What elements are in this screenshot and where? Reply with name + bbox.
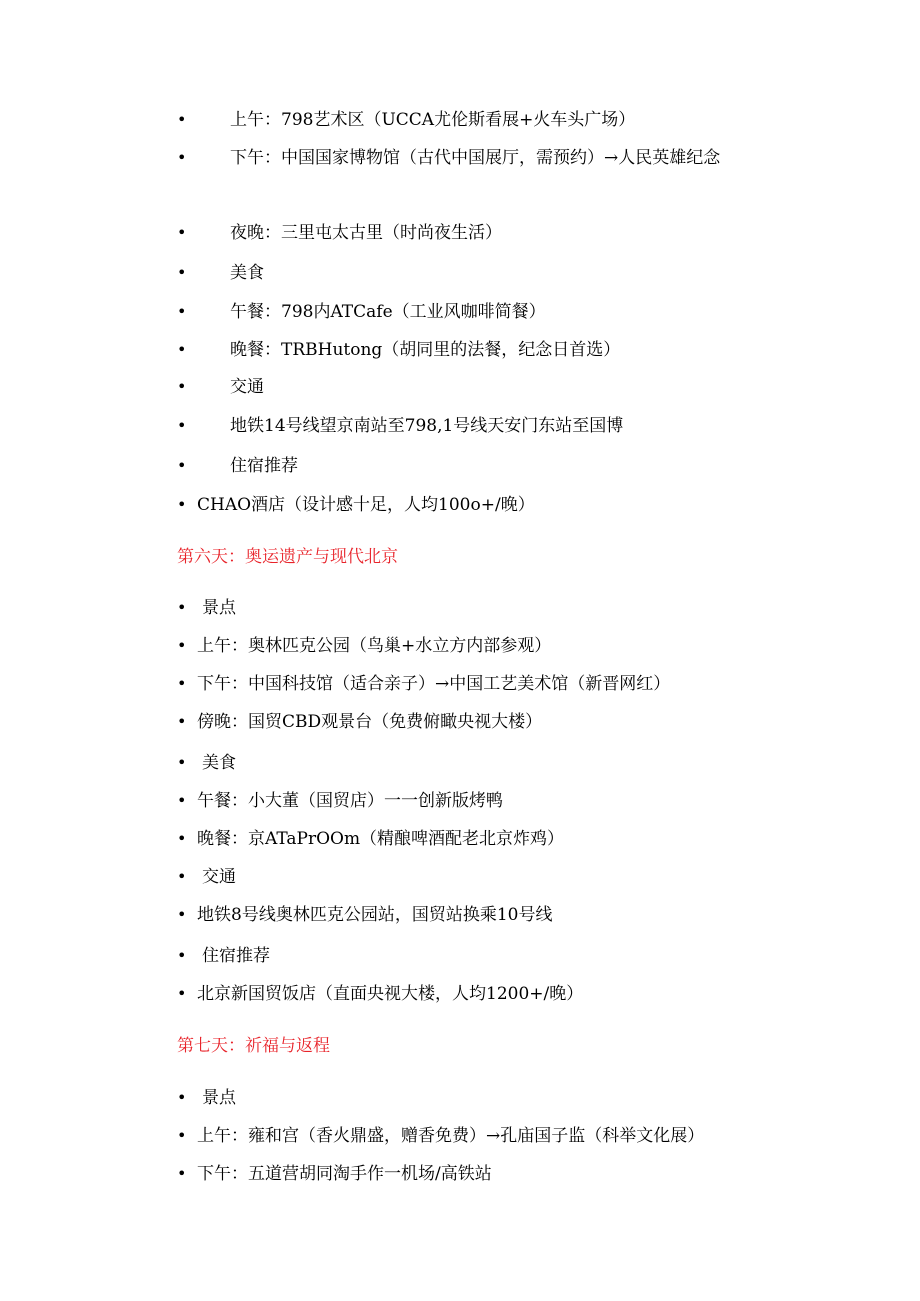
bullet: • — [177, 148, 187, 167]
bullet: • — [177, 110, 187, 129]
list-item-text: 下午：中国国家博物馆（古代中国展厅，需预约）→人民英雄纪念 — [230, 148, 721, 168]
bullet: • — [177, 867, 187, 886]
bullet: • — [177, 984, 187, 1003]
day6-heading: 第六天：奥运遗产与现代北京 — [177, 547, 398, 567]
list-item-text: 地铁8号线奥林匹克公园站，国贸站换乘10号线 — [197, 905, 553, 925]
list-item-text: 交通 — [230, 377, 264, 397]
list-item-text: 晚餐：京ATaPrOOm（精酿啤酒配老北京炸鸡） — [197, 829, 565, 849]
list-item-text: 美食 — [202, 753, 236, 773]
list-item-text: 夜晚：三里屯太古里（时尚夜生活） — [230, 223, 502, 243]
list-item-text: CHAO酒店（设计感十足，人均100o+/晚） — [197, 495, 535, 515]
list-item-text: 上午：雍和宫（香火鼎盛，赠香免费）→孔庙国子监（科举文化展） — [197, 1126, 705, 1146]
bullet: • — [177, 1164, 187, 1183]
bullet: • — [177, 377, 187, 396]
list-item-text: 住宿推荐 — [230, 456, 298, 476]
list-item-text: 下午：中国科技馆（适合亲子）→中国工艺美术馆（新晋网红） — [197, 674, 671, 694]
list-item-text: 上午：奥林匹克公园（鸟巢+水立方内部参观） — [197, 636, 552, 656]
list-item-text: 住宿推荐 — [202, 946, 270, 966]
list-item-text: 地铁14号线望京南站至798,1号线天安门东站至国博 — [230, 416, 624, 436]
list-item-text: 上午：798艺术区（UCCA尤伦斯看展+火车头广场） — [230, 110, 636, 130]
day7-heading: 第七天：祈福与返程 — [177, 1036, 330, 1056]
bullet: • — [177, 946, 187, 965]
bullet: • — [177, 223, 187, 242]
bullet: • — [177, 791, 187, 810]
bullet: • — [177, 598, 187, 617]
list-item-text: 午餐：798内ATCafe（工业风咖啡简餐） — [230, 302, 546, 322]
list-item-text: 美食 — [230, 263, 264, 283]
bullet: • — [177, 416, 187, 435]
list-item-text: 晚餐：TRBHutong（胡同里的法餐，纪念日首选） — [230, 340, 621, 360]
list-item-text: 午餐：小大董（国贸店）一一创新版烤鸭 — [197, 791, 503, 811]
list-item-text: 景点 — [202, 598, 236, 618]
bullet: • — [177, 302, 187, 321]
bullet: • — [177, 1126, 187, 1145]
list-item-text: 交通 — [202, 867, 236, 887]
bullet: • — [177, 712, 187, 731]
bullet: • — [177, 674, 187, 693]
bullet: • — [177, 636, 187, 655]
bullet: • — [177, 1088, 187, 1107]
bullet: • — [177, 456, 187, 475]
list-item-text: 傍晚：国贸CBD观景台（免费俯瞰央视大楼） — [197, 712, 543, 732]
bullet: • — [177, 829, 187, 848]
bullet: • — [177, 340, 187, 359]
bullet: • — [177, 495, 187, 514]
list-item-text: 北京新国贸饭店（直面央视大楼，人均1200+/晚） — [197, 984, 584, 1004]
list-item-text: 下午：五道营胡同淘手作一机场/高铁站 — [197, 1164, 492, 1184]
bullet: • — [177, 905, 187, 924]
bullet: • — [177, 263, 187, 282]
list-item-text: 景点 — [202, 1088, 236, 1108]
bullet: • — [177, 753, 187, 772]
